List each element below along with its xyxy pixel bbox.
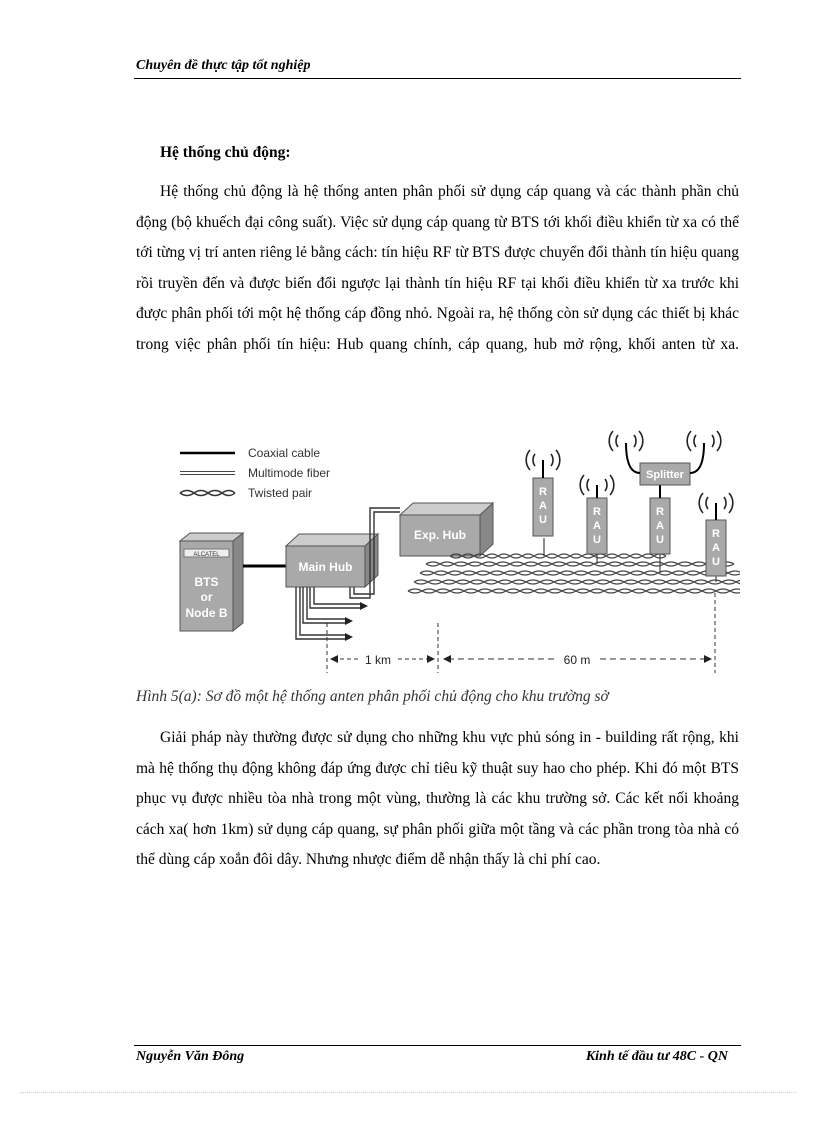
footer-author: Nguyễn Văn Đông (136, 1049, 245, 1064)
legend (180, 446, 330, 500)
page-header-title: Chuyên đề thực tập tốt nghiệp (136, 58, 311, 73)
rau-4-r: R (712, 528, 720, 540)
bts-cabinet (180, 533, 243, 631)
bts-label-3: Node B (185, 606, 228, 620)
paragraph-2: Giải pháp này thường được sử dụng cho những khu vực phủ sóng in - building rất rộng, khi mà hệ thống thụ động không đáp ứng được chỉ tiêu kỹ thuật suy hao cho phép. Khi đó một BTS phục vụ được nhiều tòa nhà trong một vùng, thường là các khu trường sở. Các kết nối khoảng cách xa( hơn 1km) sử dụng cáp quang, sự phân phối giữa một tầng và các phần trong tòa nhà có thể dùng cáp xoắn đôi dây. Nhưng nhược điểm dễ nhận thấy là chi phí cao. (136, 729, 739, 869)
distance-markers (327, 593, 715, 673)
rau-4-a: A (712, 542, 720, 554)
paragraph-1: Hệ thống chủ động là hệ thống anten phân phối sử dụng cáp quang và các thành phần chủ động (bộ khuếch đại công suất). Việc sử dụng cáp quang từ BTS tới khối điều khiển từ xa có thể tới từng vị trí anten riêng lẻ bằng cách: tín hiệu RF từ BTS được chuyển đổi thành tín hiệu quang rồi truyền đến và được biến đổi ngược lại thành tín hiệu RF tại khối điều khiển từ xa trước khi được phân phối tới một hệ thống cáp đồng nhỏ. Ngoài ra, hệ thống còn sử dụng các thiết bị khác trong việc phân phối tín hiệu: Hub quang chính, cáp quang, hub mở rộng, khối anten từ xa. (136, 183, 739, 353)
rau-2-u: U (593, 534, 601, 546)
distance-60m: 60 m (563, 653, 591, 667)
bts-label-2: or (200, 590, 213, 604)
section-title: Hệ thống chủ động: (160, 144, 291, 161)
rau-3-r: R (656, 506, 664, 518)
bts-label-1: BTS (194, 575, 219, 589)
header-rule (134, 78, 741, 79)
exp-hub-box (400, 503, 493, 556)
page-edge (20, 1092, 796, 1093)
figure-caption: Hình 5(a): Sơ đồ một hệ thống anten phân phối chủ động cho khu trường sở (136, 688, 609, 705)
splitter-label: Splitter (646, 469, 684, 481)
legend-coax-label: Coaxial cable (248, 446, 321, 460)
rau-2-r: R (593, 506, 601, 518)
rau-3-u: U (656, 534, 664, 546)
distributed-antenna-diagram (160, 423, 740, 675)
rau-2-a: A (593, 520, 601, 532)
footer-rule (134, 1045, 741, 1046)
rau-unit-3 (650, 485, 670, 554)
exp-hub-label: Exp. Hub (413, 528, 467, 542)
rau-unit-1 (526, 450, 560, 536)
rau-unit-2 (580, 475, 614, 554)
rau-3-a: A (656, 520, 664, 532)
footer-class: Kinh tế đầu tư 48C - QN (585, 1049, 728, 1064)
rau-1-u: U (539, 514, 547, 526)
legend-fiber-label: Multimode fiber (248, 466, 331, 480)
distance-1km: 1 km (364, 653, 392, 667)
rau-1-a: A (539, 500, 547, 512)
bts-brand: ALCATEL (193, 552, 220, 558)
splitter-box (609, 431, 721, 485)
main-hub-box (286, 534, 378, 587)
legend-twisted-label: Twisted pair (248, 486, 313, 500)
rau-1-r: R (539, 486, 547, 498)
main-hub-label: Main Hub (298, 560, 353, 574)
rau-4-u: U (712, 556, 720, 568)
